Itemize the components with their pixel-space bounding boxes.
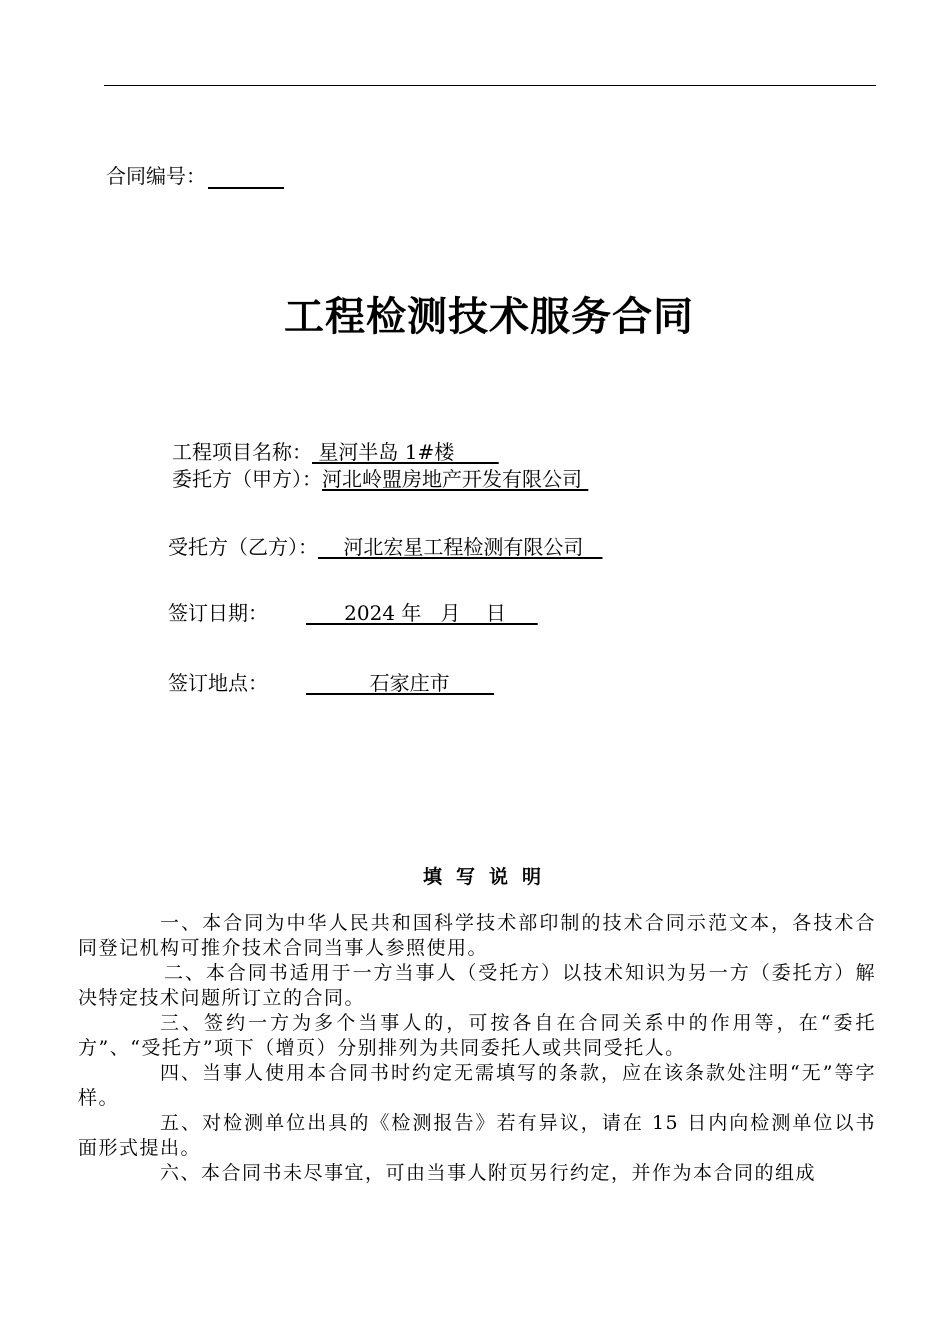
- sign-date-label: 签订日期：: [168, 601, 268, 625]
- instruction-paragraph-2: 二、本合同书适用于一方当事人（受托方）以技术知识为另一方（委托方）解决特定技术问题所订立的合同。: [78, 962, 876, 1009]
- sign-date-field: [168, 601, 538, 625]
- contractor-value: 河北宏星工程检测有限公司: [318, 535, 603, 559]
- sign-place-value: 石家庄市: [306, 671, 495, 695]
- sign-place-field: [168, 671, 494, 695]
- client-field: [172, 467, 588, 491]
- contractor-field: [168, 535, 603, 559]
- instruction-paragraph-1: 一、本合同为中华人民共和国科学技术部印制的技术合同示范文本，各技术合同登记机构可推介技术合同当事人参照使用。: [78, 912, 876, 959]
- contract-number-label: 合同编号：: [106, 164, 206, 188]
- sign-place-label: 签订地点：: [168, 671, 268, 695]
- document-title: 工程检测技术服务合同: [284, 294, 694, 340]
- contract-number-blank: [208, 167, 284, 189]
- project-name-value: 星河半岛 1#楼: [312, 440, 499, 464]
- contractor-label: 受托方（乙方）：: [168, 535, 318, 559]
- instructions-heading: 填写说明: [422, 866, 555, 888]
- instruction-paragraph-6: 六、本合同书未尽事宜，可由当事人附页另行约定，并作为本合同的组成: [160, 1162, 817, 1184]
- project-name-field: [172, 440, 499, 464]
- client-value: 河北岭盟房地产开发有限公司: [322, 467, 589, 491]
- project-name-label: 工程项目名称：: [172, 440, 312, 464]
- client-label: 委托方（甲方）：: [172, 467, 322, 491]
- instruction-paragraph-5: 五、对检测单位出具的《检测报告》若有异议，请在 15 日内向检测单位以书面形式提出。: [78, 1112, 876, 1159]
- sign-date-value: 2024 年 月 日: [306, 601, 538, 625]
- contract-number: [106, 160, 284, 189]
- instruction-paragraph-3: 三、签约一方为多个当事人的，可按各自在合同关系中的作用等，在“委托方”、“受托方”项下（增页）分别排列为共同委托人或共同受托人。: [78, 1012, 876, 1059]
- header-rule: [104, 85, 876, 86]
- instruction-paragraph-4: 四、当事人使用本合同书时约定无需填写的条款，应在该条款处注明“无”等字样。: [78, 1062, 876, 1109]
